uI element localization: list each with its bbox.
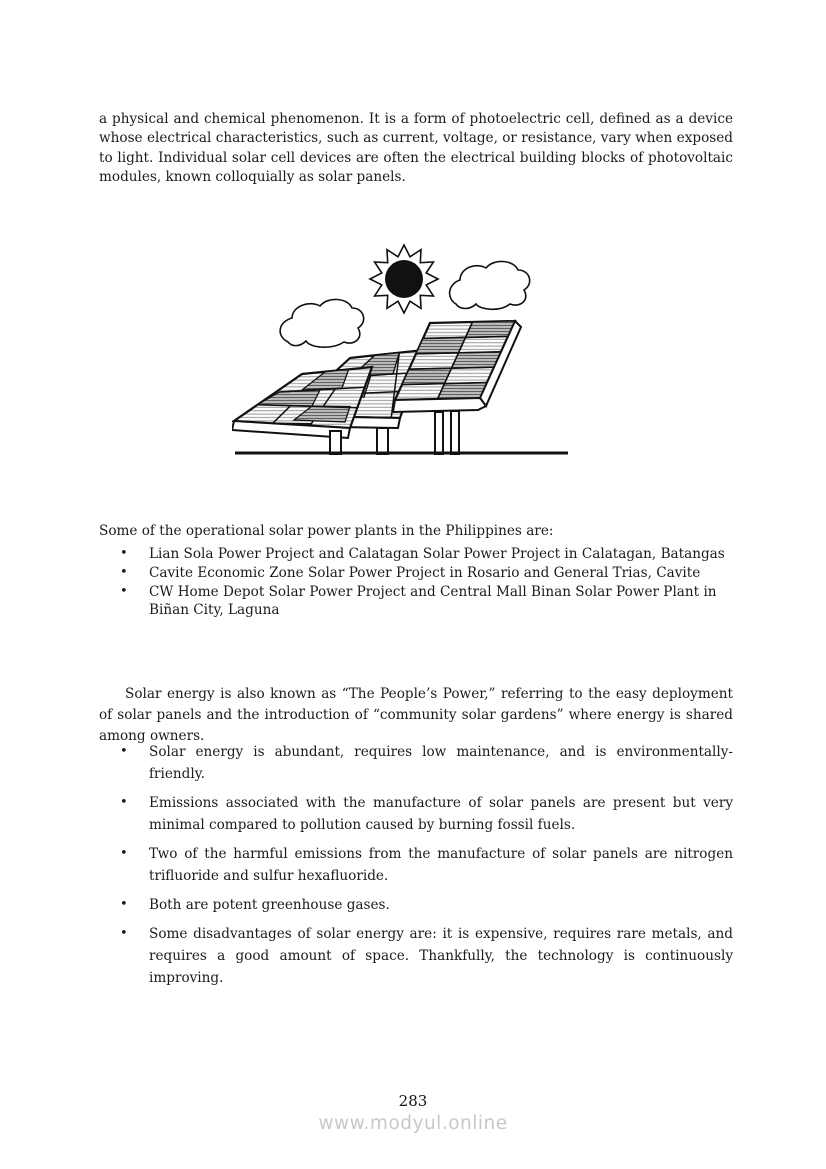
plants-list: [99, 545, 733, 620]
list-item: [99, 564, 733, 583]
list-item: [99, 894, 733, 916]
bullet-icon: •: [120, 546, 128, 561]
bullet-icon: •: [120, 846, 128, 861]
facts-list: [99, 741, 733, 996]
solar-panel: [393, 321, 521, 454]
list-item: [99, 583, 733, 621]
bullet-icon: •: [120, 583, 128, 599]
cloud-icon: [450, 261, 530, 309]
list-item-text: Some disadvantages of solar energy are: it is expensive, requires rare metals, and requires a good amount of space. Thankfully, the technology is continuously improving.: [149, 926, 733, 986]
list-item-text: Cavite Economic Zone Solar Power Project in Rosario and General Trias, Cavite: [149, 564, 701, 581]
list-item: [99, 792, 733, 836]
plants-intro-line: Some of the operational solar power plants in the Philippines are:: [99, 522, 554, 539]
paragraph-peoples-power: Solar energy is also known as “The People’s Power,” referring to the easy deployment of solar panels and the introduction of “community solar gardens” where energy is shared among owners.: [99, 685, 733, 744]
bullet-icon: •: [120, 744, 128, 759]
solar-panels-illustration: [232, 222, 594, 464]
solar-panels-line-art: [232, 222, 594, 464]
list-item-text: Lian Sola Power Project and Calatagan Solar Power Project in Calatagan, Batangas: [149, 546, 725, 562]
list-item: [99, 843, 733, 887]
bullet-icon: •: [120, 897, 128, 912]
watermark-text: www.modyul.online: [318, 1113, 508, 1134]
paragraph-photoelectric-cell: a physical and chemical phenomenon. It is a form of photoelectric cell, defined as a device whose electrical characteristics, such as current, voltage, or resistance, vary when exposed to light. Individual solar cell devices are often the electrical building blocks of photovoltaic modules, known colloquially as solar panels.: [99, 110, 733, 186]
page-number: 283: [398, 1092, 428, 1110]
list-item-text: Both are potent greenhouse gases.: [149, 897, 390, 913]
solar-panel: [232, 367, 372, 454]
list-item-text: CW Home Depot Solar Power Project and Central Mall Binan Solar Power Plant in Biñan City, Laguna: [149, 583, 717, 619]
bullet-icon: •: [120, 926, 128, 941]
list-item: [99, 545, 733, 564]
list-item-text: Solar energy is abundant, requires low maintenance, and is environmentally-friendly.: [149, 744, 733, 782]
list-item-text: Two of the harmful emissions from the manufacture of solar panels are nitrogen trifluoride and sulfur hexafluoride.: [149, 846, 733, 884]
cloud-icon: [280, 299, 364, 347]
sun-icon: [370, 245, 438, 313]
bullet-icon: •: [120, 564, 128, 580]
list-item: [99, 923, 733, 989]
list-item-text: Emissions associated with the manufacture of solar panels are present but very minimal compared to pollution caused by burning fossil fuels.: [149, 795, 733, 833]
list-item: [99, 741, 733, 785]
bullet-icon: •: [120, 795, 128, 810]
